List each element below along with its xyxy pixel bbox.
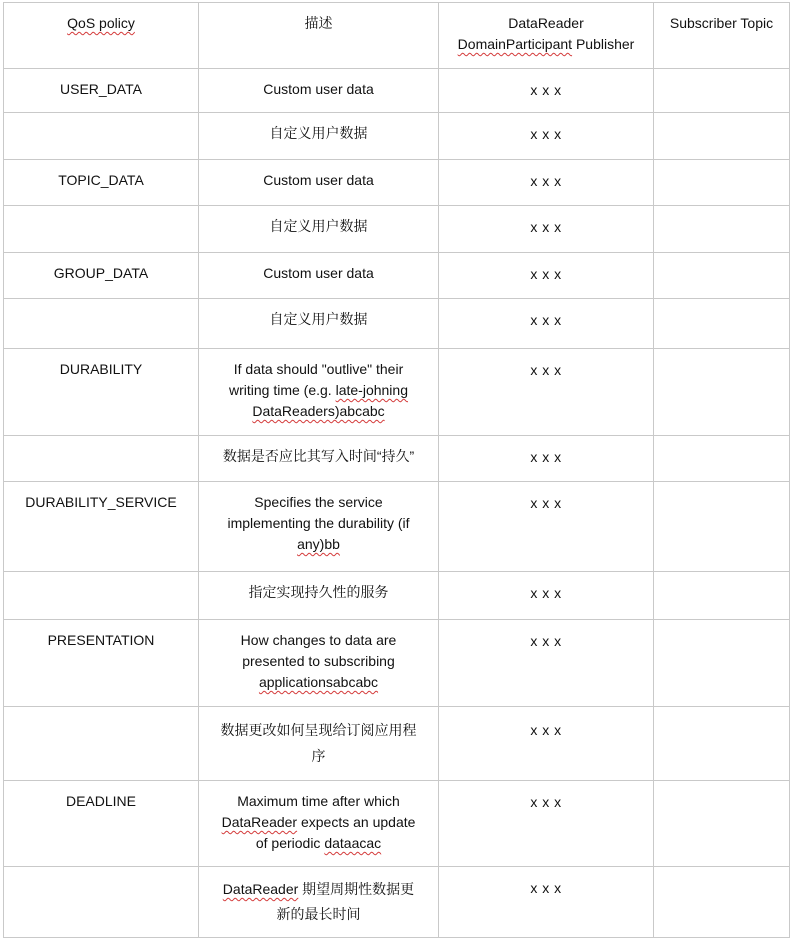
description-word: late-johning bbox=[335, 382, 408, 398]
header-cell-datareader bbox=[439, 3, 654, 69]
table-row bbox=[4, 572, 790, 620]
header-row bbox=[4, 3, 790, 69]
description-cell bbox=[199, 620, 439, 707]
empty-cell bbox=[654, 113, 790, 160]
table-row bbox=[4, 113, 790, 160]
description-line: 期望周期性数据更 bbox=[298, 881, 415, 897]
policy-cell: DURABILITY_SERVICE bbox=[4, 482, 199, 572]
description-cell bbox=[199, 707, 439, 781]
description-cell: 指定实现持久性的服务 bbox=[199, 572, 439, 620]
table-row bbox=[4, 206, 790, 253]
applicability-cell: x x x bbox=[439, 69, 654, 113]
description-cell bbox=[199, 867, 439, 938]
description-cell bbox=[199, 482, 439, 572]
applicability-cell: x x x bbox=[439, 482, 654, 572]
description-cell: Custom user data bbox=[199, 69, 439, 113]
description-line: any)bb bbox=[297, 536, 340, 552]
header-label-domainparticipant: DomainParticipant bbox=[457, 36, 573, 52]
policy-cell: USER_DATA bbox=[4, 69, 199, 113]
header-cell-description bbox=[199, 3, 439, 69]
policy-cell bbox=[4, 299, 199, 349]
policy-cell bbox=[4, 867, 199, 938]
description-cell: Custom user data bbox=[199, 160, 439, 206]
description-cell: 自定义用户数据 bbox=[199, 113, 439, 160]
description-cell: 自定义用户数据 bbox=[199, 206, 439, 253]
empty-cell bbox=[654, 707, 790, 781]
description-cell: 自定义用户数据 bbox=[199, 299, 439, 349]
description-line: of periodic bbox=[255, 835, 325, 851]
applicability-cell: x x x bbox=[439, 113, 654, 160]
header-cell-qos-policy bbox=[4, 3, 199, 69]
empty-cell bbox=[654, 349, 790, 436]
header-label-datareader: DataReader bbox=[508, 15, 584, 31]
qos-policy-table bbox=[3, 2, 790, 938]
policy-cell: GROUP_DATA bbox=[4, 253, 199, 299]
policy-cell: DEADLINE bbox=[4, 781, 199, 867]
description-line: expects an update bbox=[297, 814, 416, 830]
table-row bbox=[4, 299, 790, 349]
policy-cell: TOPIC_DATA bbox=[4, 160, 199, 206]
header-cell-subscriber-topic bbox=[654, 3, 790, 69]
description-line: 新的最长时间 bbox=[276, 906, 361, 922]
empty-cell bbox=[654, 253, 790, 299]
empty-cell bbox=[654, 160, 790, 206]
description-line: How changes to data are bbox=[240, 632, 397, 648]
empty-cell bbox=[654, 867, 790, 938]
table-row bbox=[4, 436, 790, 482]
description-word: DataReader bbox=[221, 814, 298, 830]
applicability-cell: x x x bbox=[439, 867, 654, 938]
empty-cell bbox=[654, 299, 790, 349]
header-label-qos-policy: QoS policy bbox=[67, 15, 135, 31]
description-line: Maximum time after which bbox=[237, 793, 400, 809]
description-line: writing time (e.g. bbox=[229, 382, 336, 398]
applicability-cell: x x x bbox=[439, 620, 654, 707]
table-row bbox=[4, 867, 790, 938]
empty-cell bbox=[654, 482, 790, 572]
description-line: 序 bbox=[311, 748, 326, 764]
description-line: presented to subscribing bbox=[242, 653, 395, 669]
applicability-cell: x x x bbox=[439, 572, 654, 620]
applicability-cell: x x x bbox=[439, 781, 654, 867]
description-line: Specifies the service bbox=[254, 494, 383, 510]
applicability-cell: x x x bbox=[439, 253, 654, 299]
table-row bbox=[4, 253, 790, 299]
description-line: implementing the durability (if bbox=[227, 515, 410, 531]
policy-cell bbox=[4, 206, 199, 253]
description-cell bbox=[199, 781, 439, 867]
policy-cell bbox=[4, 707, 199, 781]
applicability-cell: x x x bbox=[439, 349, 654, 436]
table-row bbox=[4, 620, 790, 707]
table-row bbox=[4, 707, 790, 781]
header-label-publisher: Publisher bbox=[572, 36, 635, 52]
description-word: dataacac bbox=[324, 835, 382, 851]
empty-cell bbox=[654, 620, 790, 707]
table-row bbox=[4, 781, 790, 867]
applicability-cell: x x x bbox=[439, 707, 654, 781]
header-label-description: 描述 bbox=[304, 15, 333, 31]
description-line: If data should "outlive" their bbox=[233, 361, 404, 377]
policy-cell bbox=[4, 113, 199, 160]
empty-cell bbox=[654, 436, 790, 482]
description-line: DataReaders)abcabc bbox=[252, 403, 385, 419]
description-line: applicationsabcabc bbox=[258, 674, 379, 690]
description-word: DataReader bbox=[222, 881, 299, 897]
description-cell: Custom user data bbox=[199, 253, 439, 299]
applicability-cell: x x x bbox=[439, 160, 654, 206]
empty-cell bbox=[654, 206, 790, 253]
description-cell: 数据是否应比其写入时间“持久” bbox=[199, 436, 439, 482]
description-cell bbox=[199, 349, 439, 436]
policy-cell: DURABILITY bbox=[4, 349, 199, 436]
table-row bbox=[4, 160, 790, 206]
policy-cell bbox=[4, 572, 199, 620]
empty-cell bbox=[654, 572, 790, 620]
description-line: 数据更改如何呈现给订阅应用程 bbox=[220, 722, 417, 738]
applicability-cell: x x x bbox=[439, 436, 654, 482]
table-row bbox=[4, 482, 790, 572]
policy-cell bbox=[4, 436, 199, 482]
policy-cell: PRESENTATION bbox=[4, 620, 199, 707]
applicability-cell: x x x bbox=[439, 206, 654, 253]
table-row bbox=[4, 69, 790, 113]
header-label-subscriber-topic: Subscriber Topic bbox=[669, 15, 774, 31]
empty-cell bbox=[654, 781, 790, 867]
table-row bbox=[4, 349, 790, 436]
applicability-cell: x x x bbox=[439, 299, 654, 349]
empty-cell bbox=[654, 69, 790, 113]
